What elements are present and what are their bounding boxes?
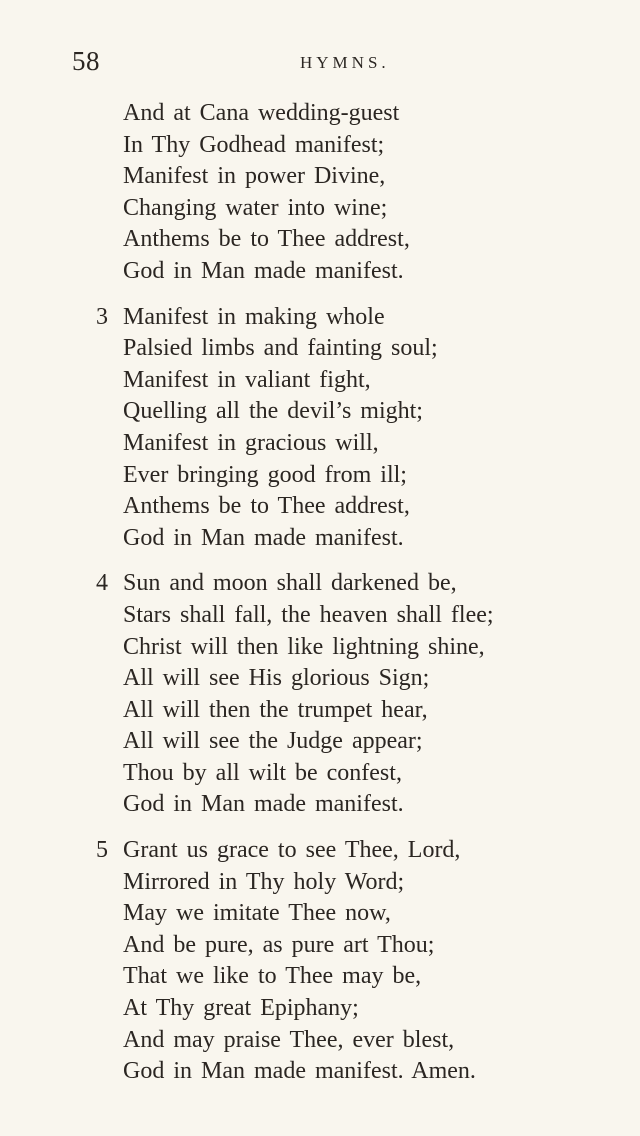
verse-line: All will see the Judge appear; — [123, 728, 423, 755]
stanza-5 — [0, 835, 640, 1088]
verse-line: Mirrored in Thy holy Word; — [123, 868, 405, 895]
verse-line: God in Man made manifest. Amen. — [123, 1058, 476, 1085]
verse-line: In Thy Godhead manifest; — [123, 131, 385, 158]
stanza-3 — [0, 302, 640, 555]
verse-line: Ever bringing good from ill; — [123, 461, 407, 488]
verse-line: Sun and moon shall darkened be, — [123, 570, 457, 597]
stanza-number: 3 — [96, 303, 108, 330]
verse-line: Manifest in gracious will, — [123, 429, 379, 456]
hymn-text — [0, 98, 640, 1102]
verse-line: That we like to Thee may be, — [123, 963, 422, 990]
stanza-number: 4 — [96, 570, 108, 597]
verse-line: Manifest in power Divine, — [123, 163, 386, 190]
verse-line: May we imitate Thee now, — [123, 900, 391, 927]
verse-line: At Thy great Epiphany; — [123, 995, 359, 1022]
verse-line: Changing water into wine; — [123, 194, 388, 221]
stanza-number: 5 — [96, 837, 108, 864]
verse-line: Christ will then like lightning shine, — [123, 633, 485, 660]
stanza-4 — [0, 568, 640, 821]
verse-line: God in Man made manifest. — [123, 524, 404, 551]
verse-line: And be pure, as pure art Thou; — [123, 931, 435, 958]
verse-line: Quelling all the devil’s might; — [123, 398, 423, 425]
verse-line: Anthems be to Thee addrest, — [123, 226, 410, 253]
page-number: 58 — [72, 46, 100, 76]
verse-line: And may praise Thee, ever blest, — [123, 1026, 455, 1053]
verse-line: God in Man made manifest. — [123, 791, 404, 818]
stanza-continued — [0, 98, 640, 288]
verse-line: God in Man made manifest. — [123, 257, 404, 284]
verse-line: All will see His glorious Sign; — [123, 665, 430, 692]
running-title: HYMNS. — [300, 53, 390, 72]
verse-line: Palsied limbs and fainting soul; — [123, 335, 438, 362]
verse-line: Stars shall fall, the heaven shall flee; — [123, 601, 494, 628]
verse-line: Manifest in valiant fight, — [123, 366, 371, 393]
verse-line: Manifest in making whole — [123, 303, 385, 330]
verse-line: Anthems be to Thee addrest, — [123, 493, 410, 520]
verse-line: Grant us grace to see Thee, Lord, — [123, 837, 461, 864]
verse-line: And at Cana wedding-guest — [123, 100, 400, 126]
verse-line: Thou by all wilt be confest, — [123, 759, 402, 786]
page-header — [0, 44, 640, 84]
verse-line: All will then the trumpet hear, — [123, 696, 428, 723]
